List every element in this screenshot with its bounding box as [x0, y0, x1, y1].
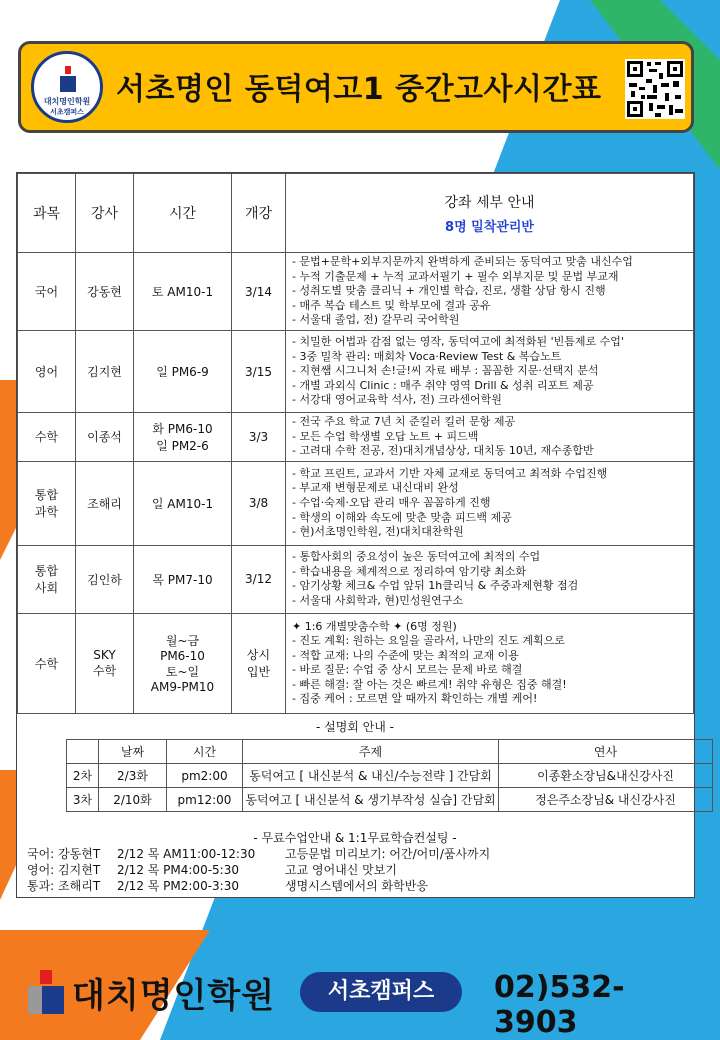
cell-time-line: 월~금: [165, 634, 200, 649]
cell-time: [134, 253, 232, 331]
cell-subject-line: 통합: [34, 564, 59, 579]
cell-teacher-line: 김인하: [87, 572, 122, 587]
cell-time-line: 일 PM6-9: [156, 365, 209, 379]
header-detail: [286, 174, 694, 253]
session-header-cell: 날짜: [99, 740, 167, 764]
detail-line: - 적합 교재: 나의 수준에 맞는 최적의 교재 이용: [292, 648, 519, 662]
detail-line: - 서울대 졸업, 전) 갈무리 국어학원: [292, 313, 460, 327]
footer-campus-badge: 서초캠퍼스: [300, 972, 462, 1012]
cell-time: [134, 331, 232, 413]
session-header-cell: 시간: [167, 740, 243, 764]
page-title: 서초명인 동덕여고1 중간고사시간표: [116, 72, 602, 107]
detail-line: - 지현쌤 시그니처 손!글!씨 자료 배부 : 꼼꼼한 지문·선택지 분석: [292, 364, 599, 378]
session-cell: 정은주소장님& 내신강사진: [499, 788, 713, 812]
cell-time-line: 토 AM10-1: [151, 285, 214, 299]
cell-time-line: 목 PM7-10: [152, 572, 213, 587]
cell-time: [134, 613, 232, 713]
detail-line: - 개별 과외식 Clinic : 매주 취약 영역 Drill & 성취 리포트 제공: [292, 378, 594, 392]
detail-line: - 진도 계획: 원하는 요일을 골라서, 나만의 진도 계획으로: [292, 634, 565, 648]
detail-line: - 매주 복습 테스트 및 학부모에 결과 공유: [292, 298, 491, 312]
cell-time: [134, 461, 232, 545]
cell-time: [134, 413, 232, 462]
header-detail-subtitle: 8명 밀착관리반: [445, 219, 534, 235]
schedule-table: [17, 173, 694, 714]
header-detail-title: 강좌 세부 안내: [444, 194, 535, 211]
cell-start-line: 3/12: [245, 572, 272, 587]
cell-start: [232, 253, 286, 331]
session-header-row: [67, 740, 713, 764]
cell-time-line: AM9-PM10: [150, 680, 215, 695]
footer: [28, 968, 708, 1040]
detail-line: - 통합사회의 중요성이 높은 동덕여고에 최적의 수업: [292, 550, 541, 564]
cell-time: [134, 545, 232, 613]
session-cell: 3차: [67, 788, 99, 812]
free-class-field: 고등문법 미리보기: 어간/어미/품사까지: [285, 847, 491, 861]
cell-start-line: 3/8: [248, 496, 269, 511]
logo-text-academy: 대치명인학원: [43, 97, 91, 106]
detail-line: - 3중 밀착 관리: 매회차 Voca·Review Test & 복습노트: [292, 349, 562, 363]
free-class-list: [27, 846, 490, 894]
cell-start: [232, 413, 286, 462]
cell-start-line: 3/14: [245, 284, 272, 299]
logo-text-campus: 서초캠퍼스: [50, 108, 84, 116]
detail-line: - 문법+문학+외부지문까지 완벽하게 준비되는 동덕여고 맞춤 내신수업: [292, 255, 633, 269]
footer-phone: 02)532-3903: [494, 970, 625, 1040]
cell-subject-line: 통합: [34, 488, 59, 503]
cell-time-line: 일 PM2-6: [156, 438, 209, 453]
detail-line: - 서울대 사회학과, 현)민성원연구소: [292, 593, 464, 607]
schedule-panel: [16, 172, 695, 898]
session-table: [66, 739, 713, 812]
cell-teacher-line: 이종석: [87, 430, 122, 445]
academy-mark-icon: [28, 970, 64, 1014]
cell-detail: [286, 545, 694, 613]
table-row: [18, 461, 694, 545]
cell-start-line: 3/3: [248, 429, 269, 444]
footer-academy-name: 대치명인학원: [72, 976, 276, 1016]
header-time: 시간: [134, 174, 232, 253]
cell-start-line: 입반: [246, 665, 271, 680]
cell-subject: [18, 413, 76, 462]
cell-time-line: 일 AM10-1: [151, 496, 214, 511]
cell-start: [232, 613, 286, 713]
detail-line: - 바로 질문: 수업 중 상시 모르는 문제 바로 해결: [292, 663, 523, 677]
session-cell: 2차: [67, 764, 99, 788]
detail-line: - 현)서초명인학원, 전)대치대찬학원: [292, 525, 464, 539]
cell-subject-line: 국어: [34, 285, 59, 299]
session-cell: pm2:00: [167, 764, 243, 788]
cell-subject: [18, 461, 76, 545]
cell-detail: [286, 413, 694, 462]
logo-mark-icon: [60, 66, 76, 92]
detail-line: - 학습내용을 체계적으로 정리하여 암기량 최소화: [292, 564, 526, 578]
detail-line: - 성취도별 맞춤 클리닉 + 개인별 학습, 진로, 생활 상담 항시 진행: [292, 284, 606, 298]
cell-time-line: 화 PM6-10: [152, 421, 213, 436]
detail-line: - 치밀한 어법과 감점 없는 영작, 동덕여고에 최적화된 '빈틈제로 수업': [292, 335, 624, 349]
free-class-field: 통과: 조해리T: [27, 879, 101, 893]
free-class-field: 2/12 목 PM4:00-5:30: [117, 863, 239, 877]
cell-start: [232, 461, 286, 545]
session-header-cell: 주제: [243, 740, 499, 764]
session-header-cell: [67, 740, 99, 764]
session-row: [67, 764, 713, 788]
cell-start-line: 3/15: [245, 364, 272, 379]
session-header-cell: 연사: [499, 740, 713, 764]
cell-teacher: [76, 613, 134, 713]
free-class-field: 영어: 김지현T: [27, 863, 101, 877]
session-row: [67, 788, 713, 812]
table-row: [18, 331, 694, 413]
cell-detail: [286, 253, 694, 331]
free-class-field: 국어: 강동현T: [27, 847, 101, 861]
free-class-item: [27, 878, 490, 894]
cell-teacher: [76, 253, 134, 331]
cell-subject-line: 사회: [34, 581, 59, 596]
cell-start: [232, 545, 286, 613]
cell-teacher: [76, 331, 134, 413]
cell-subject: [18, 545, 76, 613]
session-cell: 동덕여고 [ 내신분석 & 내신/수능전략 ] 간담회: [243, 764, 499, 788]
cell-subject-line: 수학: [34, 430, 59, 445]
cell-teacher-line: SKY: [93, 647, 116, 662]
cell-detail: [286, 613, 694, 713]
session-cell: 이종환소장님&내신강사진: [499, 764, 713, 788]
detail-line: - 서강대 영어교육학 석사, 전) 크라센어학원: [292, 393, 502, 407]
free-class-field: 고교 영어내신 맛보기: [285, 863, 397, 877]
detail-line: - 누적 기출문제 + 누적 교과서필기 + 필수 외부지문 및 문법 부교재: [292, 269, 619, 283]
cell-teacher: [76, 461, 134, 545]
qr-code-icon[interactable]: [625, 59, 685, 119]
cell-detail: [286, 461, 694, 545]
free-class-item: [27, 862, 490, 878]
cell-subject-line: 수학: [34, 656, 59, 671]
cell-teacher-line: 김지현: [87, 365, 122, 379]
detail-line: - 전국 주요 학교 7년 치 준킬러 킬러 문항 제공: [292, 415, 516, 428]
detail-line: - 부교재 변형문제로 내신대비 완성: [292, 481, 459, 495]
cell-subject-line: 과학: [34, 505, 59, 520]
free-class-title: - 무료수업안내 & 1:1무료학습컨설팅 -: [253, 831, 457, 845]
free-class-field: 생명시스템에서의 화학반응: [285, 879, 428, 893]
table-row: [18, 545, 694, 613]
detail-line: - 학교 프린트, 교과서 기반 자체 교재로 동덕여고 최적화 수업진행: [292, 466, 608, 480]
cell-subject-line: 영어: [34, 365, 59, 379]
session-cell: 2/10화: [99, 788, 167, 812]
detail-line: - 학생의 이해와 속도에 맞춘 맞춤 피드백 제공: [292, 510, 512, 524]
cell-start: [232, 331, 286, 413]
cell-teacher: [76, 413, 134, 462]
detail-line: - 수업·숙제·오답 관리 매우 꼼꼼하게 진행: [292, 495, 491, 509]
session-cell: pm12:00: [167, 788, 243, 812]
detail-line: - 암기상황 체크& 수업 앞뒤 1h클리닉 & 주중과제현황 점검: [292, 579, 579, 593]
cell-subject: [18, 331, 76, 413]
cell-teacher-line: 수학: [92, 663, 117, 678]
detail-line: - 집중 케어 : 모르면 알 때까지 확인하는 개별 케어!: [292, 692, 538, 706]
free-class-field: 2/12 목 PM2:00-3:30: [117, 879, 239, 893]
session-section-title: - 설명회 안내 -: [315, 720, 395, 734]
table-row: [18, 253, 694, 331]
academy-logo: [31, 51, 103, 123]
table-row: [18, 613, 694, 713]
header-teacher: 강사: [76, 174, 134, 253]
cell-start-line: 상시: [246, 648, 271, 663]
cell-detail: [286, 331, 694, 413]
detail-line: - 빠른 해결: 잘 아는 것은 빠르게! 취약 유형은 집중 해결!: [292, 677, 567, 691]
cell-subject: [18, 253, 76, 331]
session-cell: 2/3화: [99, 764, 167, 788]
session-cell: 동덕여고 [ 내신분석 & 생기부작성 실습] 간담회: [243, 788, 499, 812]
table-header-row: [18, 174, 694, 253]
cell-teacher: [76, 545, 134, 613]
detail-line: - 모든 수업 학생별 오답 노트 + 피드백: [292, 429, 479, 443]
cell-time-line: 토~일: [165, 665, 200, 680]
header-banner: [18, 41, 694, 133]
cell-teacher-line: 조해리: [87, 496, 122, 511]
free-class-item: [27, 846, 490, 862]
detail-line: - 고려대 수학 전공, 전)대치개념상상, 대치동 10년, 재수종합반: [292, 444, 594, 458]
detail-line: ✦ 1:6 개별맞춤수학 ✦ (6명 정원): [292, 619, 457, 633]
header-subject: 과목: [18, 174, 76, 253]
header-start: 개강: [232, 174, 286, 253]
cell-teacher-line: 강동현: [87, 285, 122, 299]
table-row: [18, 413, 694, 462]
free-class-field: 2/12 목 AM11:00-12:30: [117, 847, 256, 861]
cell-time-line: PM6-10: [160, 649, 205, 664]
cell-subject: [18, 613, 76, 713]
